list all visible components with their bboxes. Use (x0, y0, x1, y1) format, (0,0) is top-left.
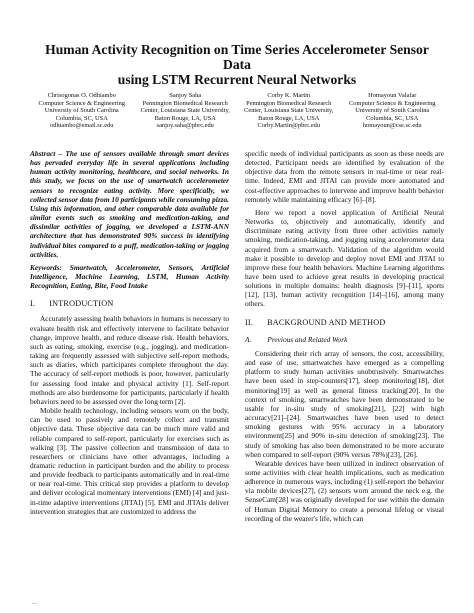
keywords (30, 263, 229, 290)
author-org: Center, Louisiana State University, (140, 107, 230, 115)
abstract (30, 149, 229, 259)
background-paragraph-2: Wearable devices have been utilized in indirect observation of some activities with clear health implications, such as medication adherence in numerous ways, including (1) self-report the behavior via mobile devices[27], (2) sensors worn around the neck e.g. the SenseCam[28] was originally developed for use within the domain of Human Digital Memory to create a personal lifelog or visual recording of the wearer's life, which can (245, 458, 444, 523)
section-title: BACKGROUND AND METHOD (267, 317, 386, 327)
two-column-body (30, 149, 444, 523)
author-email: Corby.Martin@pbrc.edu (257, 122, 321, 130)
author-3 (237, 92, 341, 130)
author-name: Homayoun Valafar (368, 92, 417, 99)
author-dept: Pennington Biomedical Research (246, 99, 332, 107)
author-email: odhiambo@email.sc.edu (50, 122, 114, 130)
author-2 (134, 92, 238, 130)
intro-paragraph-3: specific needs of individual participants as soon as these needs are detected. Participant needs are identified by evaluation of the objective data from the remote sensors in real-time or near real-time. Indeed, EMI and JITAI can provide more automated and cost-effective approaches to intervene and improve health behavior remotely while maintaining efficacy [6]–[8]. (245, 148, 444, 204)
author-org: University of South Carolina (355, 107, 430, 115)
author-location: Baton Rouge, LA, USA (258, 114, 320, 122)
author-dept: Computer Science & Engineering (38, 99, 125, 107)
footer-mark: — (32, 602, 37, 607)
author-block (30, 92, 444, 130)
section-title: INTRODUCTION (49, 299, 114, 309)
author-name: Corby K. Martin (267, 92, 311, 99)
section-number: II. (245, 317, 254, 327)
author-org: Center, Louisiana State University, (244, 107, 334, 115)
section-heading-background (245, 318, 444, 327)
author-name: Chrisogonas O. Odhiambo (47, 92, 116, 99)
author-email: homayoun@cse.sc.edu (362, 122, 422, 130)
background-paragraph-1: Considering their rich array of sensors, the cost, accessibility, and ease of use, smartwatches have emerged as a compelling platform to study human activities unobtrusively. Smartwatches have been used in step-counters[17], sleep monitoring[18], diet monitoring[19] as well as general fitness tracking[20]. In the context of smoking, smartwatches have been demonstrated to be usable for in-situ study of smoking[21], [22] with high accuracy[21]–[24]. Smartwatches have been used to detect smoking gestures with 95% accuracy in a laboratory environment[25] and 90% in-situ detection of smoking[23]. The study of smoking has also been demonstrated to be more accurate when compared to self-report (90% versus 78%)[23], [26]. (245, 348, 444, 459)
author-location: Columbia, SC, USA (55, 114, 108, 122)
right-column (245, 149, 444, 523)
author-dept: Pennington Biomedical Research (142, 99, 228, 107)
abstract-label: Abstract (30, 148, 56, 158)
author-org: University of South Carolina (44, 107, 119, 115)
author-email: sanjoy.saha@pbrc.edu (156, 122, 214, 130)
keywords-label: Keywords: (30, 262, 62, 272)
paper-title (30, 42, 444, 87)
author-location: Baton Rouge, LA, USA (154, 114, 216, 122)
left-column (30, 149, 229, 523)
subsection-title: Previous and Related Work (267, 334, 348, 344)
keywords-text: Smartwatch, Accelerometer, Sensors, Artificial Intelligence, Machine Learning, LSTM, Human Activity Recognition, Eating, Bite, Food Intake (30, 262, 229, 291)
title-line-2: using LSTM Recurrent Neural Networks (117, 72, 357, 87)
intro-paragraph-4: Here we report a novel application of Artificial Neural Networks to, objectively and automatically, identify and discriminate eating activity from three other activities namely smoking, medication-taking, and jogging using accelerometer data acquired from a smartwatch. Validation of the algorithm would make it possible to develop and deploy novel EMI and JITAI to improve these four health behaviors. Machine Learning algorithms have been used to achieve great results in developing practical solutions in multiple domains: health diagnosis [9]–[11], sports [12], [13], human activity recognition [14]–[16], among many others. (245, 207, 444, 309)
author-location: Columbia, SC, USA (366, 114, 419, 122)
section-heading-introduction (30, 299, 229, 308)
author-dept: Computer Science & Engineering (349, 99, 436, 107)
author-1 (30, 92, 134, 130)
abstract-text: – The use of sensors available through smart devices has pervaded everyday life in several applications including human activity monitoring, healthcare, and social networks. In this study, we focus on the use of smartwatch accelerometer sensors to recognize eating activity. More specifically, we collected sensor data from 10 participants while consuming pizza. Using this information, and other comparable data available for similar events such as smoking and medication-taking, and dissimilar activities of jogging, we developed a LSTM-ANN architecture that has demonstrated 90% success in identifying individual bites compared to a puff, medication-taking or jogging activities. (30, 148, 229, 259)
author-4 (341, 92, 445, 130)
intro-paragraph-2: Mobile health technology, including sensors worn on the body, can be used to passively and remotely collect and transmit objective data. These objective data can be much more valid and reliable compared to self-report, particularly for exercises such as walking [3]. The passive collection and transmission of data to researchers or clinicians have other advantages, including a dramatic reduction in participant burden and the ability to process and provide feedback to participants automatically and in real-time or near real-time. This critical step provides a platform to develop and deliver ecological momentary interventions (EMI) [4] and just-in-time adaptive interventions (JITAI) [5]. EMI and JITAIs deliver intervention strategies that are customized to address the (30, 406, 229, 516)
section-number: I. (30, 299, 36, 309)
title-line-1: Human Activity Recognition on Time Series Accelerometer Sensor Data (45, 42, 429, 72)
subsection-heading-previous-work (245, 335, 444, 344)
subsection-number: A. (245, 334, 252, 344)
author-name: Sanjoy Saha (169, 92, 202, 99)
intro-paragraph-1: Accurately assessing health behaviors in humans is necessary to evaluate health risk and effectively intervene to facilitate behavior change, improve health, and reduce disease risk. Health behaviors, such as eating, smoking, exercise (e.g., jogging), and medication-taking are frequently assessed with subjective self-report methods, such as diaries, which participants complete throughout the day. The accuracy of self-report methods is poor, however, particularly for assessing food intake and physical activity [1]. Self-report methods are also burdensome for participants, particularly if health behaviors need to be assessed over the long term [2]. (30, 314, 229, 406)
